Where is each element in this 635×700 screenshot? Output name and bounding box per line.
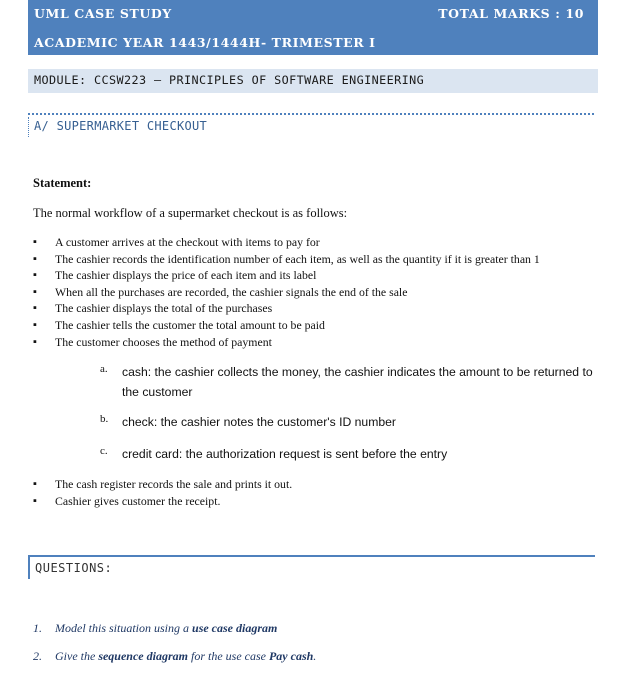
- question-text: Model this situation using a: [55, 621, 193, 635]
- document-header: [28, 0, 598, 55]
- question-number: 1.: [33, 621, 42, 635]
- module-banner: MODULE: CCSW223 – PRINCIPLES OF SOFTWARE ENGINEERING: [28, 69, 598, 93]
- payment-text: credit card: the authorization request is sent before the entry: [122, 447, 448, 461]
- academic-year: ACADEMIC YEAR 1443/1444H- TRIMESTER I: [34, 35, 376, 50]
- questions-divider: [28, 555, 595, 557]
- list-item: ▪ A customer arrives at the checkout with items to pay for: [33, 234, 540, 251]
- question-text: Give the: [55, 649, 99, 663]
- list-item: ▪ The cashier displays the total of the purchases: [33, 300, 540, 317]
- final-steps: [33, 476, 292, 509]
- section-title: A/ SUPERMARKET CHECKOUT: [28, 117, 207, 137]
- questions-title: QUESTIONS:: [28, 557, 112, 579]
- question-text: .: [313, 649, 317, 663]
- question-2: [33, 649, 316, 664]
- question-text: for the use case: [187, 649, 269, 663]
- question-emphasis: use case diagram: [192, 621, 278, 635]
- list-item: ▪ The cash register records the sale and prints it out.: [33, 476, 292, 493]
- payment-text: check: the cashier notes the customer's ID number: [122, 415, 396, 429]
- course-title: UML CASE STUDY: [34, 6, 172, 21]
- list-item: ▪ When all the purchases are recorded, the cashier signals the end of the sale: [33, 284, 540, 301]
- question-1: [33, 621, 277, 636]
- question-number: 2.: [33, 649, 42, 663]
- list-marker: a.: [100, 363, 108, 375]
- list-item: ▪ The cashier records the identification number of each item, as well as the quantity if it is greater than 1: [33, 251, 540, 268]
- intro-text: The normal workflow of a supermarket checkout is as follows:: [33, 206, 348, 220]
- section-divider: [28, 113, 594, 115]
- question-emphasis: sequence diagram: [98, 649, 188, 663]
- payment-text: cash: the cashier collects the money, the cashier indicates the amount to be returned to the customer: [122, 365, 593, 399]
- workflow-steps: [33, 234, 540, 350]
- list-item: ▪ Cashier gives customer the receipt.: [33, 493, 292, 510]
- question-emphasis: Pay cash: [268, 649, 314, 663]
- list-marker: c.: [100, 445, 108, 457]
- total-marks: TOTAL MARKS : 10: [438, 6, 584, 21]
- list-item: ▪ The cashier tells the customer the total amount to be paid: [33, 317, 540, 334]
- list-marker: b.: [100, 413, 109, 425]
- statement-label: Statement:: [33, 176, 92, 190]
- list-item: ▪ The customer chooses the method of payment: [33, 334, 540, 351]
- list-item: ▪ The cashier displays the price of each item and its label: [33, 267, 540, 284]
